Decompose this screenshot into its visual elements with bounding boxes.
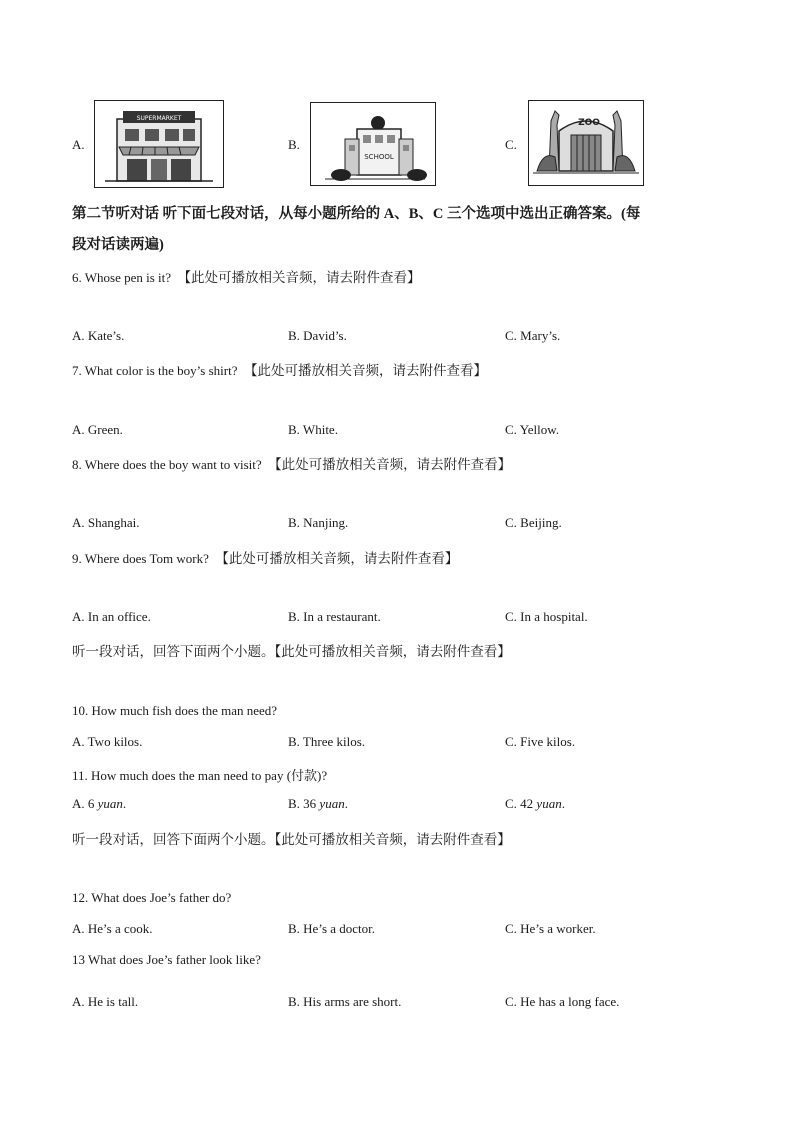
audio-note[interactable]: 【此处可播放相关音频，请去附件查看】 [177, 270, 421, 285]
supermarket-image [94, 100, 224, 188]
q7-option-c[interactable]: C. Yellow. [505, 422, 560, 437]
q13-option-b[interactable]: B. His arms are short. [288, 994, 402, 1009]
group-intro-1[interactable]: 听一段对话，回答下面两个小题。【此处可播放相关音频，请去附件查看】 [72, 644, 511, 659]
question-10-stem: 10. How much fish does the man need? [72, 703, 278, 718]
section-heading-line1: 第二节听对话 听下面七段对话，从每小题所给的 A、B、C 三个选项中选出正确答案。(每 [72, 206, 641, 222]
question-11-stem: 11. How much does the man need to pay (付款)? [72, 768, 328, 783]
q11-option-a[interactable]: A. 6 yuan. [72, 796, 127, 811]
q7-option-a[interactable]: A. Green. [72, 422, 123, 437]
school-image [310, 102, 436, 186]
audio-note[interactable]: 【此处可播放相关音频，请去附件查看】 [215, 551, 459, 566]
q9-option-a[interactable]: A. In an office. [72, 609, 151, 624]
q7-option-b[interactable]: B. White. [288, 422, 338, 437]
q11-option-b[interactable]: B. 36 yuan. [288, 796, 348, 811]
q6-option-a[interactable]: A. Kate’s. [72, 328, 125, 343]
q11-option-c[interactable]: C. 42 yuan. [505, 796, 565, 811]
question-8-stem: 8. Where does the boy want to visit? [72, 457, 262, 472]
q12-option-a[interactable]: A. He’s a cook. [72, 921, 153, 936]
q8-option-a[interactable]: A. Shanghai. [72, 515, 140, 530]
q13-option-c[interactable]: C. He has a long face. [505, 994, 620, 1009]
question-7 [72, 359, 487, 379]
q10-option-a[interactable]: A. Two kilos. [72, 734, 143, 749]
q8-option-b[interactable]: B. Nanjing. [288, 515, 349, 530]
section-heading-line2: 段对话读两遍) [72, 237, 164, 253]
school-sign: SCHOOL [364, 153, 394, 161]
q9-option-c[interactable]: C. In a hospital. [505, 609, 588, 624]
picture-option-b-label: B. [288, 137, 300, 152]
question-9 [72, 547, 458, 567]
question-6 [72, 266, 421, 286]
q10-option-c[interactable]: C. Five kilos. [505, 734, 576, 749]
q9-option-b[interactable]: B. In a restaurant. [288, 609, 381, 624]
q6-option-c[interactable]: C. Mary’s. [505, 328, 561, 343]
audio-note[interactable]: 【此处可播放相关音频，请去附件查看】 [268, 457, 512, 472]
audio-note[interactable]: 【此处可播放相关音频，请去附件查看】 [243, 363, 487, 378]
zoo-sign: ZOO [578, 118, 600, 128]
q12-option-c[interactable]: C. He’s a worker. [505, 921, 596, 936]
group-intro-2[interactable]: 听一段对话，回答下面两个小题。【此处可播放相关音频，请去附件查看】 [72, 832, 511, 847]
picture-option-c-label: C. [505, 137, 517, 152]
question-8 [72, 453, 511, 473]
q10-option-b[interactable]: B. Three kilos. [288, 734, 366, 749]
zoo-image [528, 100, 644, 186]
picture-option-a-label: A. [72, 137, 85, 152]
question-9-stem: 9. Where does Tom work? [72, 551, 209, 566]
question-13-stem: 13 What does Joe’s father look like? [72, 952, 261, 967]
q6-option-b[interactable]: B. David’s. [288, 328, 347, 343]
q8-option-c[interactable]: C. Beijing. [505, 515, 562, 530]
question-6-stem: 6. Whose pen is it? [72, 270, 172, 285]
question-12-stem: 12. What does Joe’s father do? [72, 890, 232, 905]
q12-option-b[interactable]: B. He’s a doctor. [288, 921, 376, 936]
supermarket-sign: SUPERMARKET [136, 115, 182, 122]
question-7-stem: 7. What color is the boy’s shirt? [72, 363, 238, 378]
q13-option-a[interactable]: A. He is tall. [72, 994, 139, 1009]
